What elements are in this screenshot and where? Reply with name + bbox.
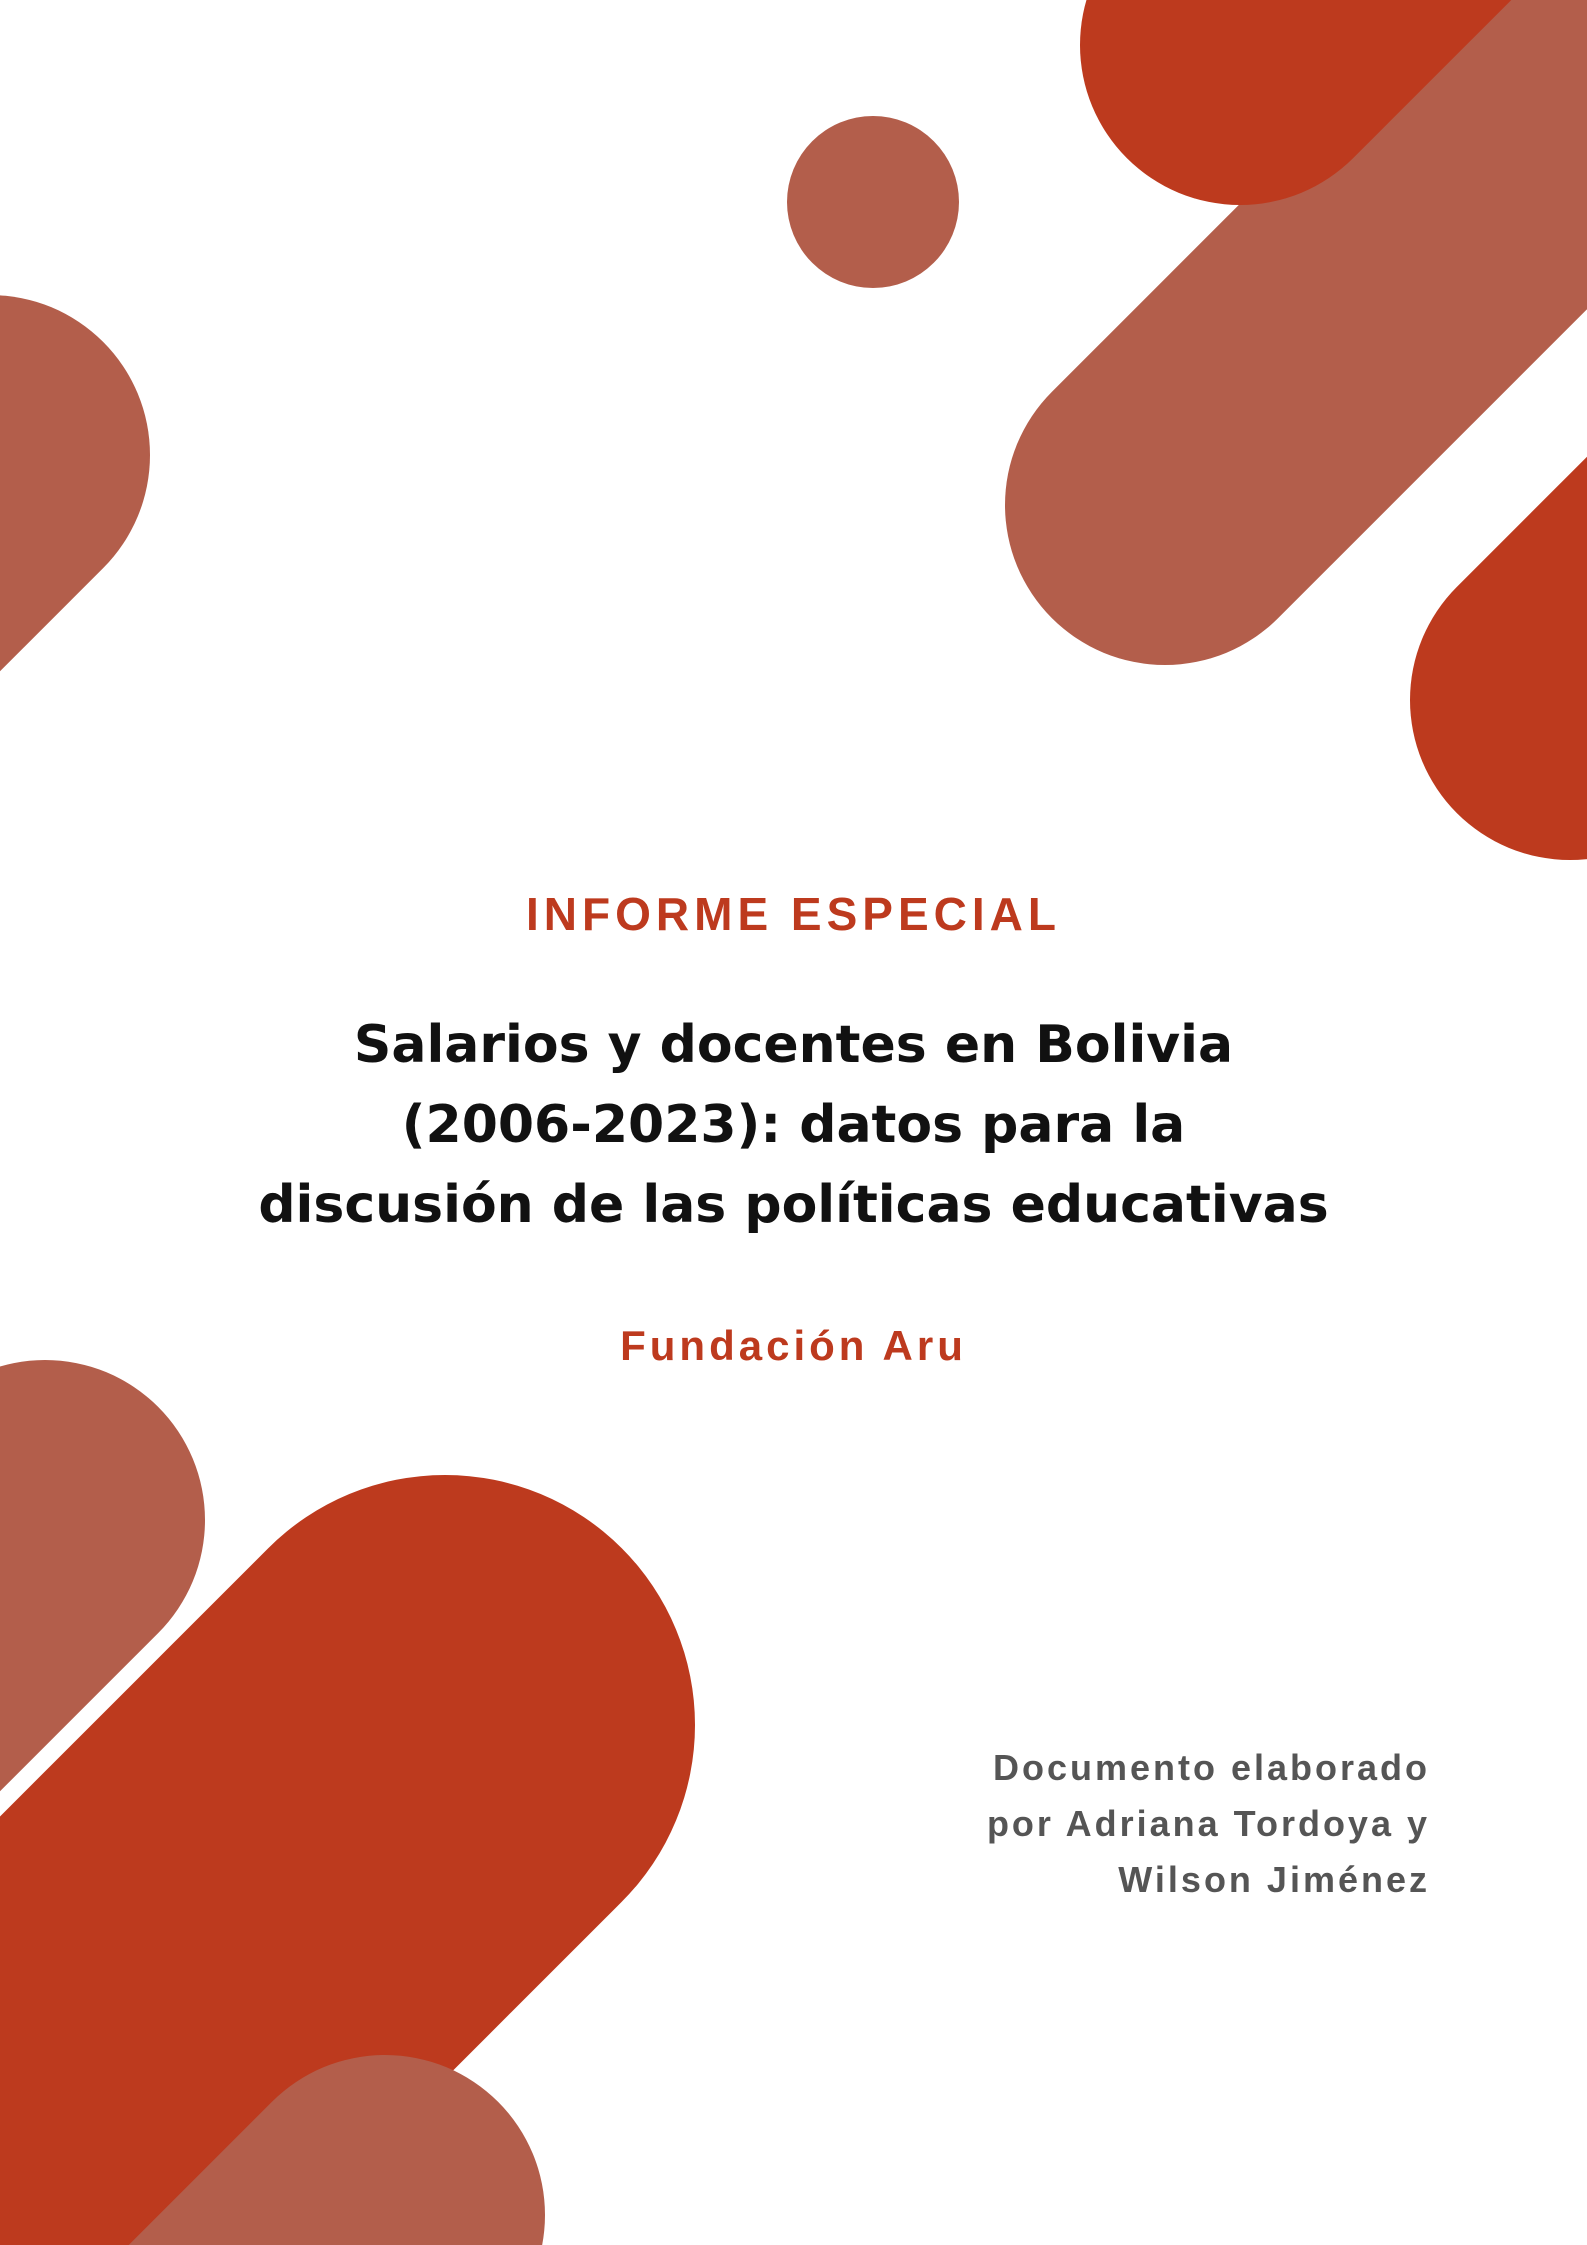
decor-capsule-right-edge-red bbox=[1570, 370, 1587, 700]
authors-block bbox=[810, 1740, 1430, 1908]
decor-circle-top bbox=[787, 116, 959, 288]
report-title bbox=[200, 1005, 1387, 1245]
report-title-line: discusión de las políticas educativas bbox=[258, 1175, 1329, 1235]
decor-capsule-bottom-muted bbox=[160, 2215, 385, 2245]
authors-line: Wilson Jiménez bbox=[1118, 1859, 1430, 1900]
report-title-line: Salarios y docentes en Bolivia bbox=[353, 1015, 1234, 1075]
report-title-line: (2006-2023): datos para la bbox=[401, 1095, 1186, 1155]
authors-line: por Adriana Tordoya y bbox=[986, 1803, 1430, 1844]
organization-name: Fundación Aru bbox=[620, 1322, 967, 1369]
report-kicker: INFORME ESPECIAL bbox=[526, 888, 1061, 940]
authors-line: Documento elaborado bbox=[992, 1747, 1430, 1788]
